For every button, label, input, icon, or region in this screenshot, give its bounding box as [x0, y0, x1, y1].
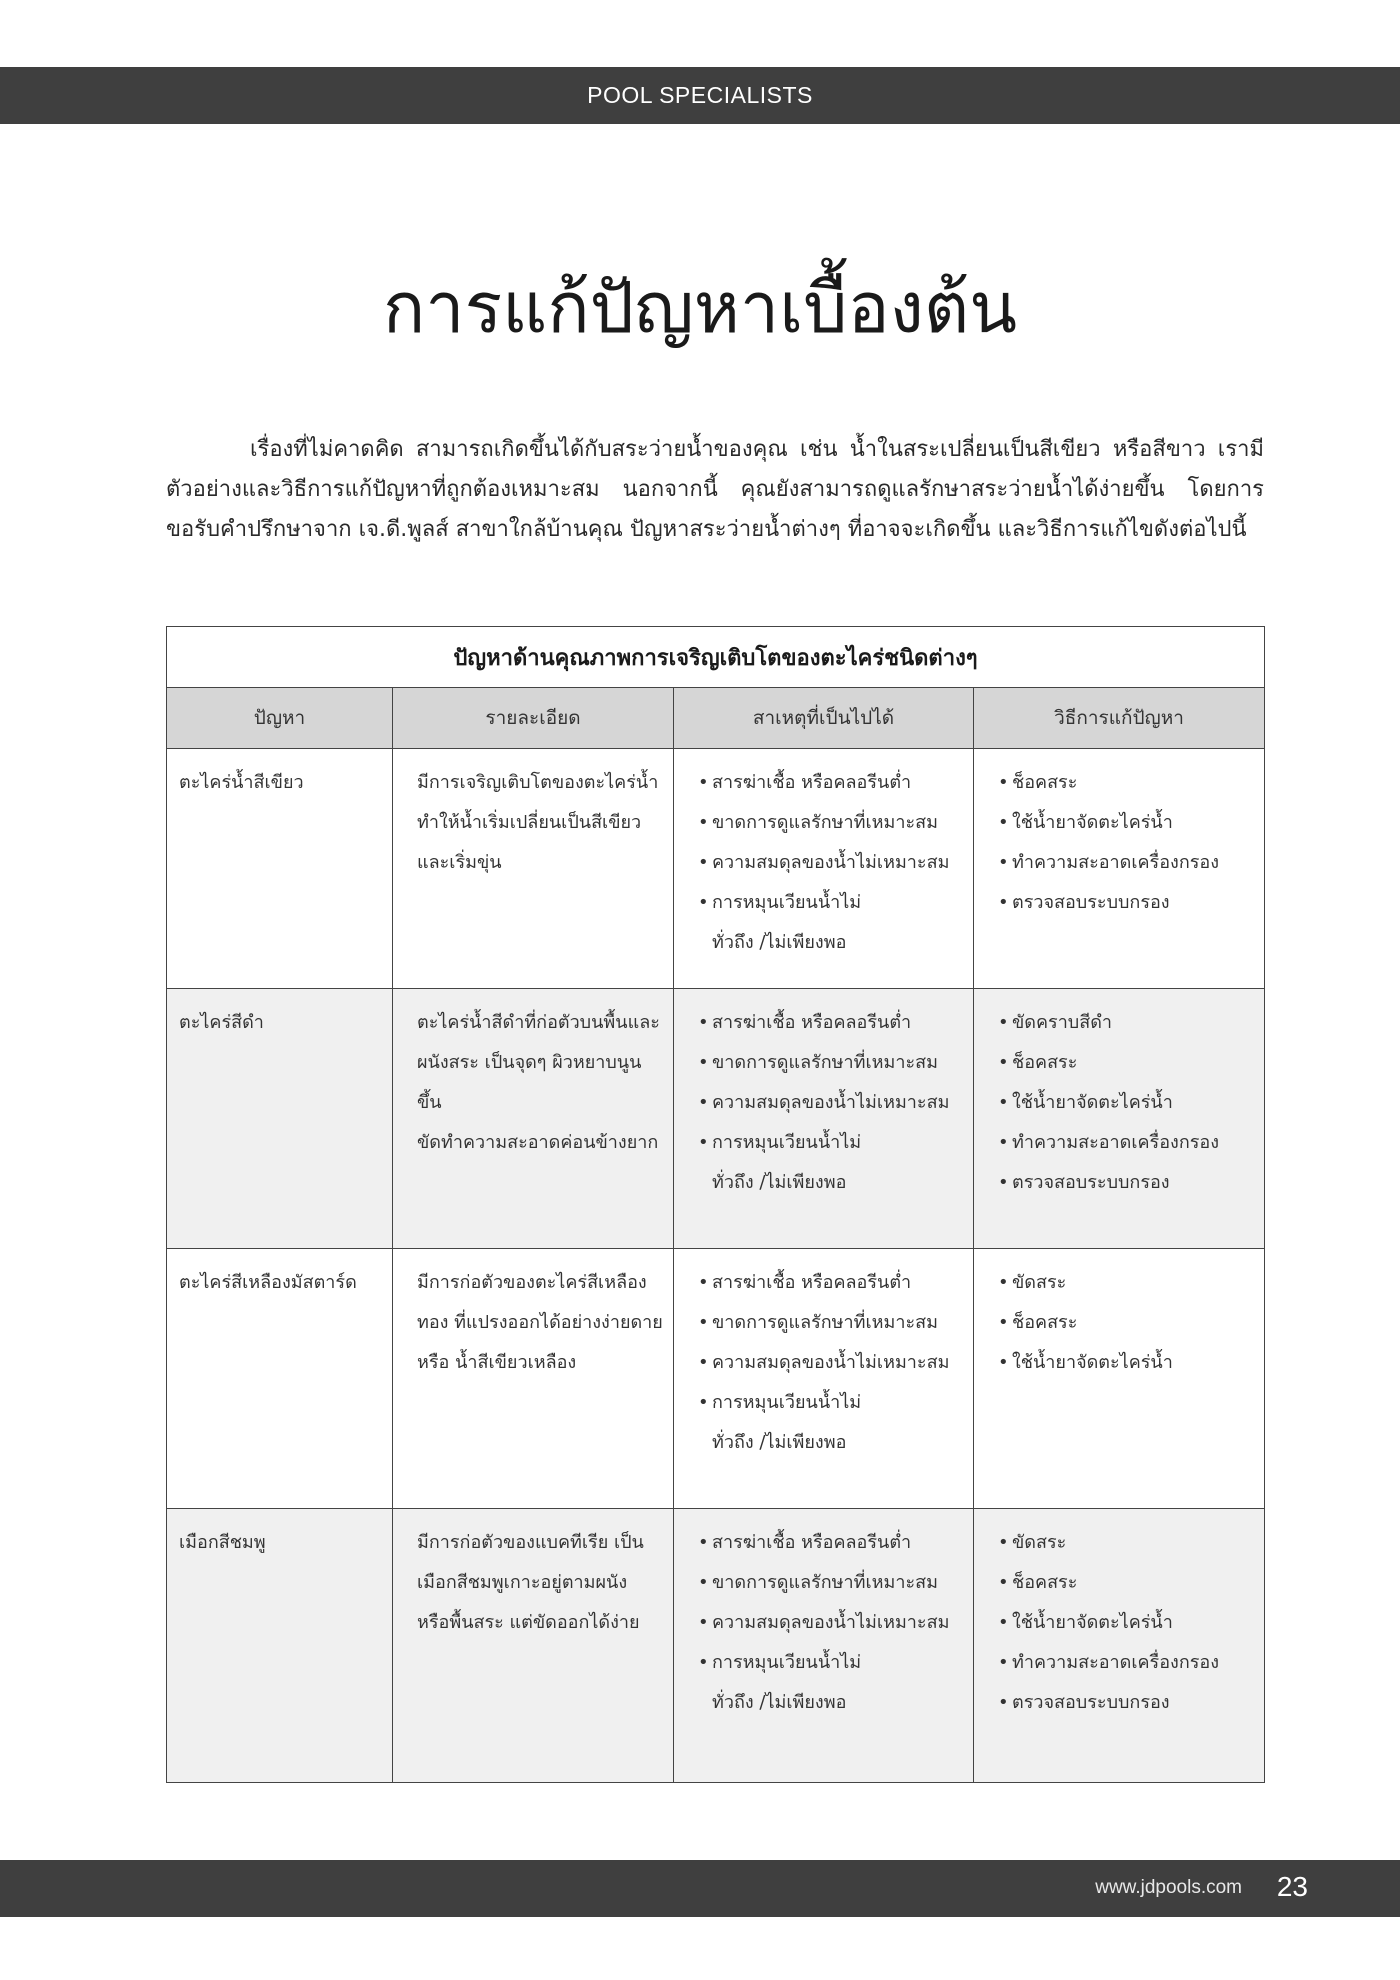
section-label: POOL SPECIALISTS — [587, 82, 813, 108]
detail-line: มีการเจริญเติบโตของตะไคร่น้ำ — [417, 772, 659, 793]
problem-cell: เมือกสีชมพู — [167, 1509, 393, 1783]
column-header-detail: รายละเอียด — [393, 688, 674, 749]
intro-paragraph: เรื่องที่ไม่คาดคิด สามารถเกิดขึ้นได้กับสระว่ายน้ำของคุณ เช่น น้ำในสระเปลี่ยนเป็นสีเขียว หรือสีขาว เรามีตัวอย่างและวิธีการแก้ปัญหาที่ถูกต้องเหมาะสม นอกจากนี้ คุณยังสามารถดูแลรักษาสระว่ายน้ำได้ง่ายขึ้น โดยการขอรับคำปรึกษาจาก เจ.ดี.พูลส์ สาขาใกล้บ้านคุณ ปัญหาสระว่ายน้ำต่างๆ ที่อาจจะเกิดขึ้น และวิธีการแก้ไขดังต่อไปนี้ — [166, 437, 1264, 542]
detail-line: หรือพื้นสระ แต่ขัดออกได้ง่าย — [417, 1612, 640, 1633]
solution-item: • ขัดคราบสีดำ — [998, 1003, 1254, 1043]
causes-cell — [674, 989, 974, 1249]
solution-item: • ตรวจสอบระบบกรอง — [998, 883, 1254, 923]
solution-item: • ตรวจสอบระบบกรอง — [998, 1163, 1254, 1203]
solution-item: • ใช้น้ำยาจัดตะไคร่น้ำ — [998, 1343, 1254, 1383]
column-header-problem: ปัญหา — [167, 688, 393, 749]
solution-item: • ขัดสระ — [998, 1263, 1254, 1303]
detail-cell — [393, 1509, 674, 1783]
header-bar — [0, 67, 1400, 124]
solution-item: • ใช้น้ำยาจัดตะไคร่น้ำ — [998, 1603, 1254, 1643]
solution-item: • ทำความสะอาดเครื่องกรอง — [998, 1123, 1254, 1163]
table-caption: ปัญหาด้านคุณภาพการเจริญเติบโตของตะไคร่ชนิดต่างๆ — [167, 627, 1265, 688]
solutions-cell — [974, 1509, 1265, 1783]
detail-line: ขัดทำความสะอาดค่อนข้างยาก — [417, 1132, 659, 1153]
column-header-causes: สาเหตุที่เป็นไปได้ — [674, 688, 974, 749]
solution-item: • ทำความสะอาดเครื่องกรอง — [998, 1643, 1254, 1683]
cause-item: • ขาดการดูแลรักษาที่เหมาะสม — [698, 1563, 963, 1603]
detail-cell — [393, 989, 674, 1249]
table-row — [167, 1249, 1265, 1509]
solution-item: • ช็อคสระ — [998, 1563, 1254, 1603]
table-header-row — [167, 688, 1265, 749]
table-row — [167, 989, 1265, 1249]
solution-item: • ทำความสะอาดเครื่องกรอง — [998, 843, 1254, 883]
solution-item: • ช็อคสระ — [998, 1043, 1254, 1083]
cause-item: • ขาดการดูแลรักษาที่เหมาะสม — [698, 1303, 963, 1343]
footer-bar — [0, 1860, 1400, 1917]
detail-line: ทำให้น้ำเริ่มเปลี่ยนเป็นสีเขียว — [417, 812, 642, 833]
causes-cell — [674, 1249, 974, 1509]
detail-line: ผนังสระ เป็นจุดๆ ผิวหยาบนูนขึ้น — [417, 1052, 642, 1113]
cause-item: • สารฆ่าเชื้อ หรือคลอรีนต่ำ — [698, 1523, 963, 1563]
cause-item: • การหมุนเวียนน้ำไม่ทั่วถึง /ไม่เพียงพอ — [698, 883, 963, 963]
detail-line: เมือกสีชมพูเกาะอยู่ตามผนัง — [417, 1572, 628, 1593]
detail-line: หรือ น้ำสีเขียวเหลือง — [417, 1352, 577, 1373]
causes-cell — [674, 749, 974, 989]
detail-cell — [393, 1249, 674, 1509]
algae-problems-table — [166, 626, 1265, 1783]
solution-item: • ตรวจสอบระบบกรอง — [998, 1683, 1254, 1723]
cause-item: • ความสมดุลของน้ำไม่เหมาะสม — [698, 1343, 963, 1383]
detail-line: มีการก่อตัวของตะไคร่สีเหลือง — [417, 1272, 647, 1293]
cause-item: • การหมุนเวียนน้ำไม่ทั่วถึง /ไม่เพียงพอ — [698, 1383, 963, 1463]
table-row — [167, 749, 1265, 989]
website-link[interactable]: www.jdpools.com — [1095, 1877, 1242, 1898]
column-header-solutions: วิธีการแก้ปัญหา — [974, 688, 1265, 749]
cause-item: • สารฆ่าเชื้อ หรือคลอรีนต่ำ — [698, 763, 963, 803]
solutions-cell — [974, 989, 1265, 1249]
solutions-cell — [974, 749, 1265, 989]
causes-cell — [674, 1509, 974, 1783]
solution-item: • ช็อคสระ — [998, 763, 1254, 803]
cause-item: • ความสมดุลของน้ำไม่เหมาะสม — [698, 1083, 963, 1123]
detail-line: มีการก่อตัวของแบคทีเรีย เป็น — [417, 1532, 644, 1553]
detail-cell — [393, 749, 674, 989]
detail-line: ตะไคร่น้ำสีดำที่ก่อตัวบนพื้นและ — [417, 1012, 660, 1033]
problem-cell: ตะไคร่น้ำสีเขียว — [167, 749, 393, 989]
problem-cell: ตะไคร่สีดำ — [167, 989, 393, 1249]
detail-line: ทอง ที่แปรงออกได้อย่างง่ายดาย — [417, 1312, 663, 1333]
page-title: การแก้ปัญหาเบื้องต้น — [382, 267, 1018, 349]
cause-item: • ความสมดุลของน้ำไม่เหมาะสม — [698, 1603, 963, 1643]
solution-item: • ใช้น้ำยาจัดตะไคร่น้ำ — [998, 803, 1254, 843]
cause-item: • การหมุนเวียนน้ำไม่ทั่วถึง /ไม่เพียงพอ — [698, 1123, 963, 1203]
detail-line: และเริ่มขุ่น — [417, 852, 502, 873]
cause-item: • การหมุนเวียนน้ำไม่ทั่วถึง /ไม่เพียงพอ — [698, 1643, 963, 1723]
problem-cell: ตะไคร่สีเหลืองมัสตาร์ด — [167, 1249, 393, 1509]
cause-item: • สารฆ่าเชื้อ หรือคลอรีนต่ำ — [698, 1263, 963, 1303]
cause-item: • ขาดการดูแลรักษาที่เหมาะสม — [698, 1043, 963, 1083]
cause-item: • สารฆ่าเชื้อ หรือคลอรีนต่ำ — [698, 1003, 963, 1043]
solution-item: • ใช้น้ำยาจัดตะไคร่น้ำ — [998, 1083, 1254, 1123]
solution-item: • ขัดสระ — [998, 1523, 1254, 1563]
cause-item: • ความสมดุลของน้ำไม่เหมาะสม — [698, 843, 963, 883]
cause-item: • ขาดการดูแลรักษาที่เหมาะสม — [698, 803, 963, 843]
table-row — [167, 1509, 1265, 1783]
solutions-cell — [974, 1249, 1265, 1509]
solution-item: • ช็อคสระ — [998, 1303, 1254, 1343]
page-number: 23 — [1276, 1871, 1308, 1902]
